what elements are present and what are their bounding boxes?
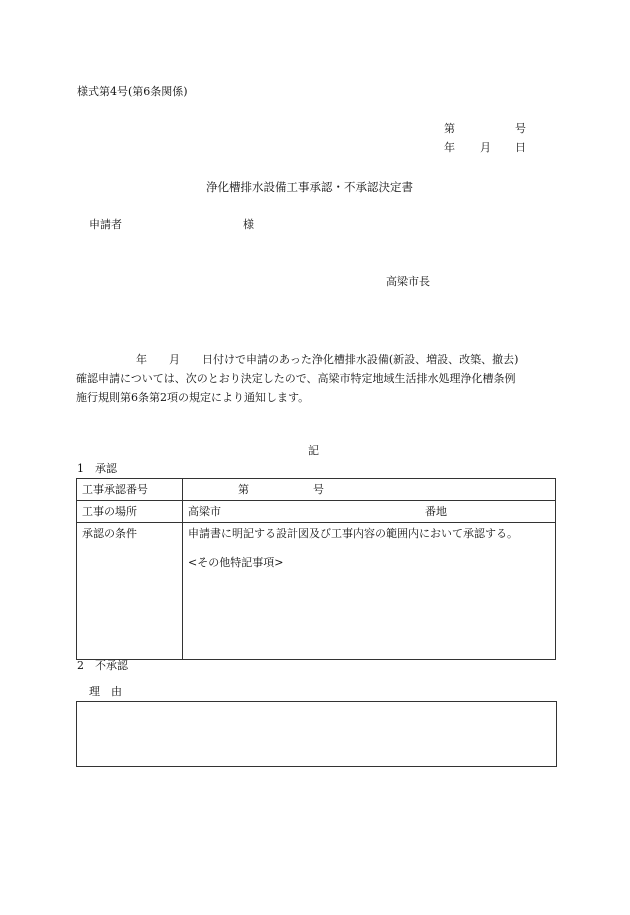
approval-table <box>76 478 556 660</box>
location-city: 高梁市 <box>188 505 221 518</box>
date-month-label: 月 <box>480 141 491 154</box>
conditions-label: 承認の条件 <box>77 523 183 660</box>
location-cell <box>183 501 556 523</box>
section-approval-heading: 1 承認 <box>77 462 117 475</box>
conditions-cell <box>183 523 556 660</box>
date-day-label: 日 <box>515 141 526 154</box>
reason-label: 理 由 <box>89 685 122 698</box>
ki-heading: 記 <box>308 444 319 457</box>
body-paragraph <box>76 350 556 407</box>
conditions-main-text: 申請書に明記する設計図及び工事内容の範囲内において承認する。 <box>188 527 518 540</box>
applicant-label: 申請者 <box>89 218 122 231</box>
document-number-suffix: 号 <box>515 122 526 135</box>
table-row <box>77 523 556 660</box>
date-year-label: 年 <box>444 141 455 154</box>
conditions-other-notes: <その他特記事項> <box>188 556 284 569</box>
table-row <box>77 479 556 501</box>
document-title: 浄化槽排水設備工事承認・不承認決定書 <box>206 180 413 194</box>
location-banchi: 番地 <box>425 505 447 518</box>
form-number: 様式第4号(第6条関係) <box>77 85 188 98</box>
approval-number-cell <box>183 479 556 501</box>
section-disapproval-heading: 2 不承認 <box>77 659 128 672</box>
reason-box <box>76 701 557 767</box>
table-row <box>77 501 556 523</box>
issuer-name: 高梁市長 <box>386 275 430 288</box>
approval-number-suffix: 号 <box>313 483 324 496</box>
document-number-prefix: 第 <box>444 122 455 135</box>
body-line-3: 施行規則第6条第2項の規定により通知します。 <box>76 391 310 404</box>
applicant-honorific: 様 <box>243 218 254 231</box>
location-label: 工事の場所 <box>77 501 183 523</box>
body-line-2: 確認申請については、次のとおり決定したので、高梁市特定地域生活排水処理浄化槽条例 <box>76 372 516 385</box>
approval-number-prefix: 第 <box>238 483 249 496</box>
body-line-1: 年 月 日付けで申請のあった浄化槽排水設備(新設、増設、改築、撤去) <box>136 353 519 366</box>
approval-number-label: 工事承認番号 <box>77 479 183 501</box>
